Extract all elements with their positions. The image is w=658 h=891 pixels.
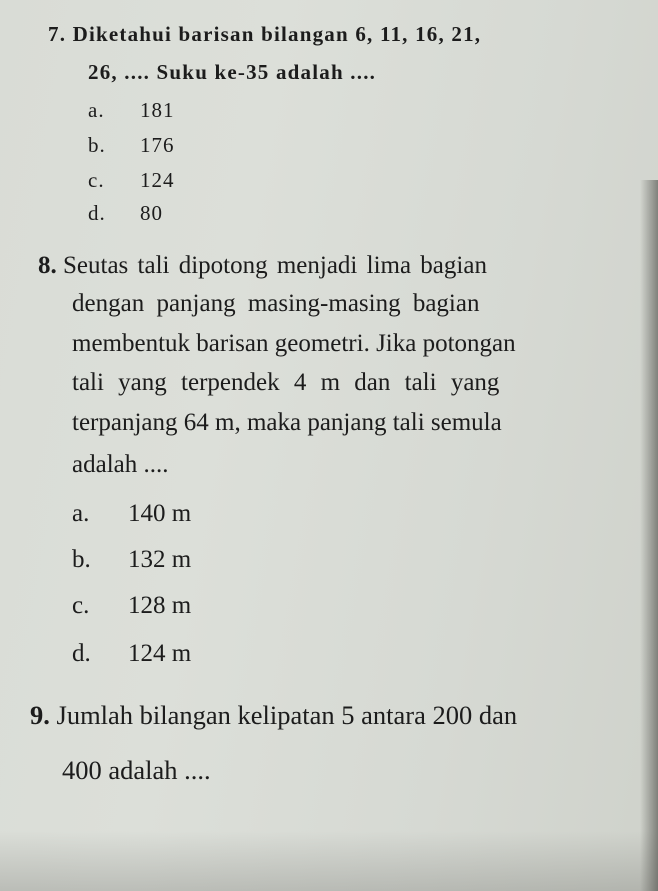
option-8d[interactable] <box>72 640 191 668</box>
question-9-line-2: 400 adalah .... <box>62 755 211 785</box>
question-7-line-1 <box>48 22 481 47</box>
option-text: 80 <box>140 201 163 225</box>
option-letter: b. <box>72 546 91 573</box>
option-letter: d. <box>72 640 91 667</box>
option-text: 132 m <box>128 546 192 573</box>
question-9-text-1: Jumlah bilangan kelipatan 5 antara 200 dan <box>56 700 518 730</box>
option-7a[interactable] <box>88 98 175 123</box>
question-8-line-6: adalah .... <box>72 451 169 478</box>
photo-edge-shadow <box>640 180 658 891</box>
question-8-line-5: terpanjang 64 m, maka panjang tali semula <box>72 409 502 436</box>
question-8-line-3: membentuk barisan geometri. Jika potongan <box>72 330 516 357</box>
option-letter: c. <box>88 168 105 192</box>
option-letter: d. <box>88 201 106 225</box>
question-8-line-2: dengan panjang masing-masing bagian <box>72 290 480 317</box>
question-8-line-1 <box>38 252 487 280</box>
option-7c[interactable] <box>88 168 175 193</box>
option-8c[interactable] <box>72 592 191 620</box>
question-9-number: 9. <box>30 700 50 730</box>
option-8b[interactable] <box>72 546 191 574</box>
option-8a[interactable] <box>72 500 191 528</box>
question-8-text-1: Seutas tali dipotong menjadi lima bagian <box>63 252 487 279</box>
option-7b[interactable] <box>88 133 175 158</box>
option-text: 181 <box>140 98 175 122</box>
option-letter: a. <box>72 500 90 527</box>
question-7-text-1: Diketahui barisan bilangan 6, 11, 16, 21, <box>72 22 482 46</box>
option-text: 124 m <box>128 640 192 667</box>
question-7-number: 7. <box>48 22 67 46</box>
option-letter: b. <box>88 133 106 157</box>
question-9-line-1 <box>30 700 517 731</box>
question-8-line-4: tali yang terpendek 4 m dan tali yang <box>72 369 500 396</box>
option-letter: a. <box>88 98 105 122</box>
option-letter: c. <box>72 592 90 619</box>
photo-bottom-shadow <box>0 831 658 891</box>
option-text: 176 <box>140 133 175 157</box>
question-7-line-2: 26, .... Suku ke-35 adalah .... <box>88 60 377 84</box>
option-text: 124 <box>140 168 175 192</box>
option-text: 140 m <box>128 500 192 527</box>
option-7d[interactable] <box>88 201 163 226</box>
option-text: 128 m <box>128 592 192 619</box>
question-8-number: 8. <box>38 252 57 279</box>
